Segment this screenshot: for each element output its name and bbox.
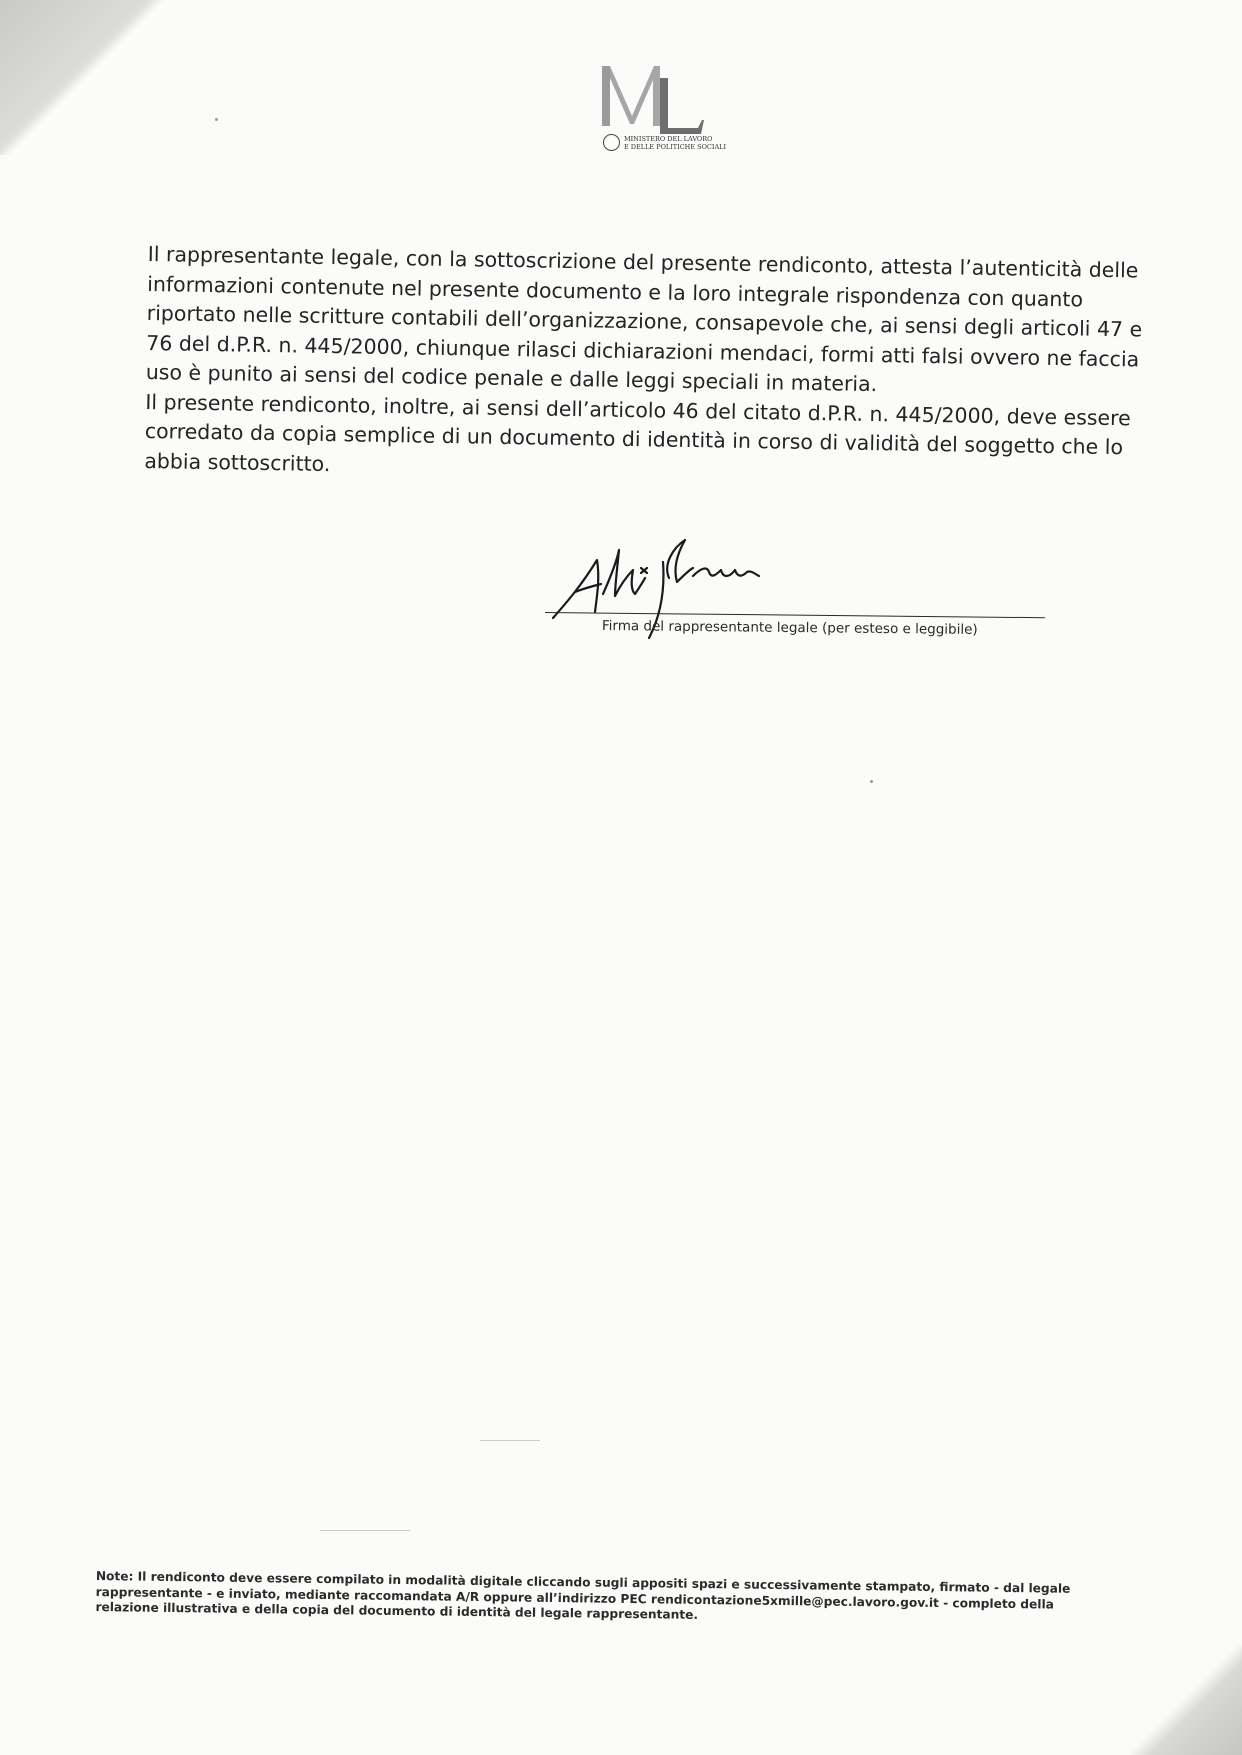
ministry-name [624, 135, 744, 151]
scan-speck [215, 118, 218, 121]
scan-speck [870, 780, 873, 783]
declaration-paragraph: Il rappresentante legale, con la sottoscrizione del presente rendiconto, attesta l’autenticità delle informazioni contenute nel presente documento e la loro integrale rispondenza con quanto riportato nelle scritture contabili dell’organizzazione, consapevole che, ai sensi degli articoli 47 e 76 del d.P.R. n. 445/2000, chiunque rilasci dichiarazioni mendaci, formi atti falsi ovvero ne faccia uso è punito ai sensi del codice penale e dalle leggi speciali in materia. [145, 241, 1143, 397]
declaration-text [144, 240, 1148, 493]
ministry-name-line1: MINISTERO DEL LAVORO [624, 135, 713, 143]
signature-caption: Firma del rappresentante legale (per esteso e leggibile) [601, 618, 978, 638]
scan-speck [320, 1530, 410, 1531]
footer-note-text: Note: Il rendiconto deve essere compilato in modalità digitale cliccando sugli appositi spazi e successivamente stampato, firmato - dal legale rappresentante - e inviato, mediante raccomandata A/R oppure all’indirizzo PEC rendicontazione5xmille@pec.lavoro.gov.it - completo della relazione illustrativa e della copia del documento di identità del legale rappresentante. [95, 1569, 1071, 1622]
scan-corner-shadow-bottom-right [1122, 1645, 1242, 1755]
ml-monogram [598, 58, 710, 134]
ministry-name-line2: E DELLE POLITICHE SOCIALI [624, 143, 727, 151]
signature-block [545, 520, 1065, 640]
scan-speck [480, 1440, 540, 1441]
scan-corner-shadow-top-left [0, 0, 175, 155]
declaration-paragraph-2: Il presente rendiconto, inoltre, ai sensi dell’articolo 46 del citato d.P.R. n. 445/2000, deve essere corredato da copia semplice di un documento di identità in corso di validità del soggetto che lo abbia sottoscritto. [144, 389, 1131, 476]
footer-note [95, 1569, 1096, 1629]
ministry-logo [588, 58, 728, 158]
republic-emblem-icon [603, 134, 620, 151]
